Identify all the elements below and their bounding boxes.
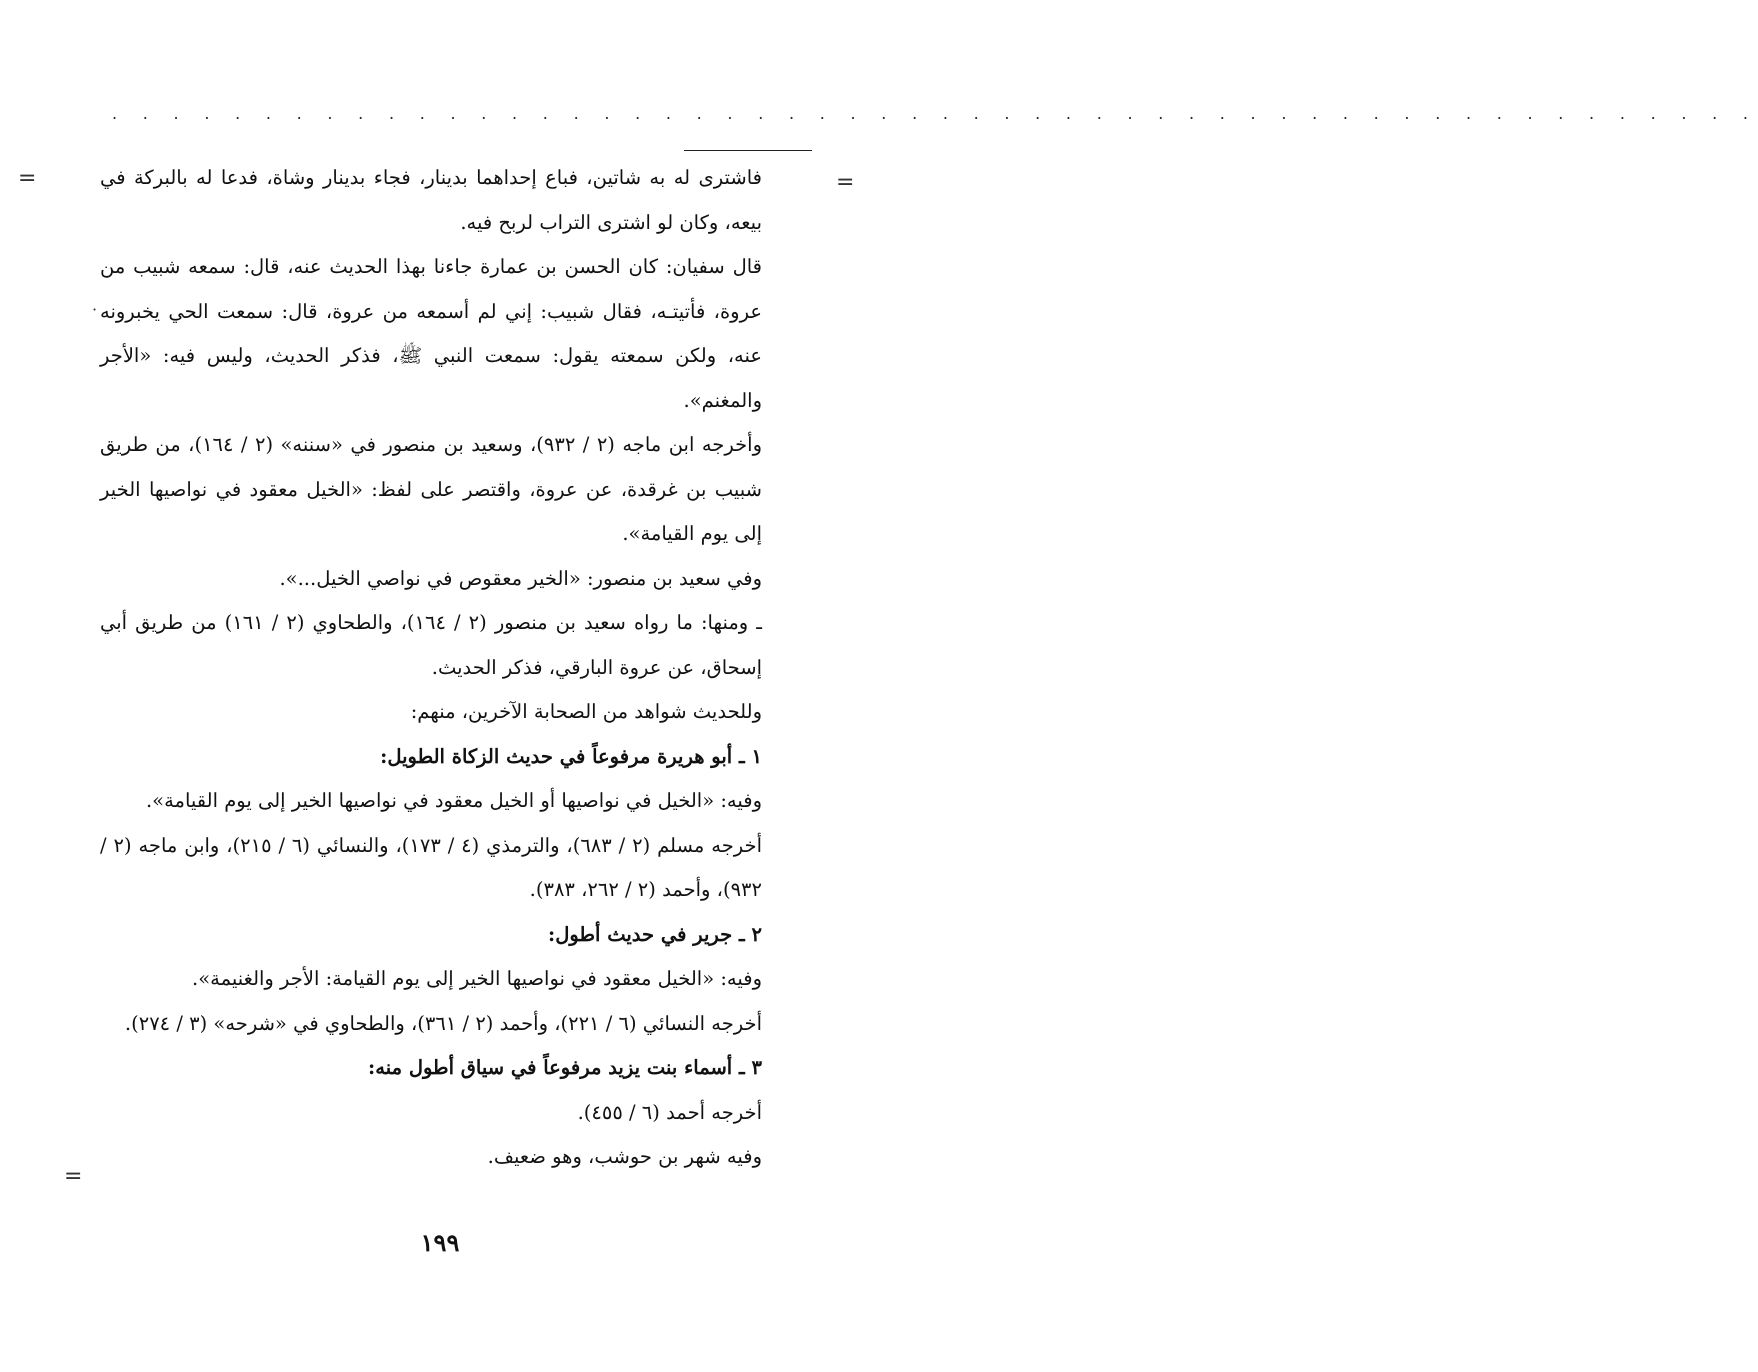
paragraph-abu-hurayrah-text: وفيه: «الخيل في نواصيها أو الخيل معقود في نواصيها الخير إلى يوم القيامة». <box>145 789 762 812</box>
paragraph-asma-weakness: وفيه شهر بن حوشب، وهو ضعيف. <box>487 1145 762 1168</box>
header-dotted-line: . . . . . . . . . . . . . . . . . . . . . . . . . . . . . . . . . . . . . . . . . . . . . . . . . . . . . . <box>112 104 1758 123</box>
paragraph-abu-hurayrah-sources: أخرجه مسلم (٢ / ٦٨٣)، والترمذي (٤ / ١٧٣)، والنسائي (٦ / ٢١٥)، وابن ماجه (٢ / ٩٣٢)، وأحمد (٢ / ٢٦٢، ٣٨٣). <box>100 833 762 901</box>
paragraph-asma-source: أخرجه أحمد (٦ / ٤٥٥). <box>577 1100 762 1124</box>
body-text <box>100 156 762 1180</box>
paragraph-ibn-majah: وأخرجه ابن ماجه (٢ / ٩٣٢)، وسعيد بن منصور في «سننه» (٢ / ١٦٤)، من طريق شبيب بن غرقدة، عن عروة، واقتصر على لفظ: «الخيل معقود في نواصيها الخير إلى يوم القيامة». <box>100 433 762 545</box>
margin-mark-left-bottom: = <box>64 1164 83 1189</box>
page-number: ١٩٩ <box>420 1228 460 1257</box>
paragraph-another-route: ـ ومنها: ما رواه سعيد بن منصور (٢ / ١٦٤)، والطحاوي (٢ / ١٦١) من طريق أبي إسحاق، عن عروة البارقي، فذكر الحديث. <box>100 611 763 679</box>
paragraph-witnesses-intro: وللحديث شواهد من الصحابة الآخرين، منهم: <box>410 700 762 723</box>
heading-jarir: ٢ ـ جرير في حديث أطول: <box>548 922 762 946</box>
paragraph-purchase: فاشترى له به شاتين، فباع إحداهما بدينار، فجاء بدينار وشاة، فدعا له بالبركة في بيعه، وكان لو اشترى التراب لربح فيه. <box>100 166 762 234</box>
margin-mark-left-top: = <box>18 166 37 191</box>
paragraph-jarir-sources: أخرجه النسائي (٦ / ٢٢١)، وأحمد (٢ / ٣٦١)، والطحاوي في «شرحه» (٣ / ٢٧٤). <box>124 1011 762 1035</box>
header-rule <box>684 150 812 151</box>
stray-dot: · <box>92 300 98 319</box>
paragraph-jarir-text: وفيه: «الخيل معقود في نواصيها الخير إلى يوم القيامة: الأجر والغنيمة». <box>192 967 762 990</box>
paragraph-said-variant: وفي سعيد بن منصور: «الخير معقوص في نواصي الخيل...». <box>279 566 762 590</box>
heading-abu-hurayrah: ١ ـ أبو هريرة مرفوعاً في حديث الزكاة الطويل: <box>380 744 762 768</box>
paragraph-sufyan: قال سفيان: كان الحسن بن عمارة جاءنا بهذا الحديث عنه، قال: سمعه شبيب من عروة، فأتيتـه، فقال شبيب: إني لم أسمعه من عروة، قال: سمعت الحي يخبرونه عنه، ولكن سمعته يقول: سمعت النبي ﷺ، فذكر الحديث، وليس فيه: «الأجر والمغنم». <box>100 255 762 412</box>
heading-asma: ٣ ـ أسماء بنت يزيد مرفوعاً في سياق أطول منه: <box>368 1056 762 1079</box>
margin-mark-right-top: = <box>836 170 855 195</box>
